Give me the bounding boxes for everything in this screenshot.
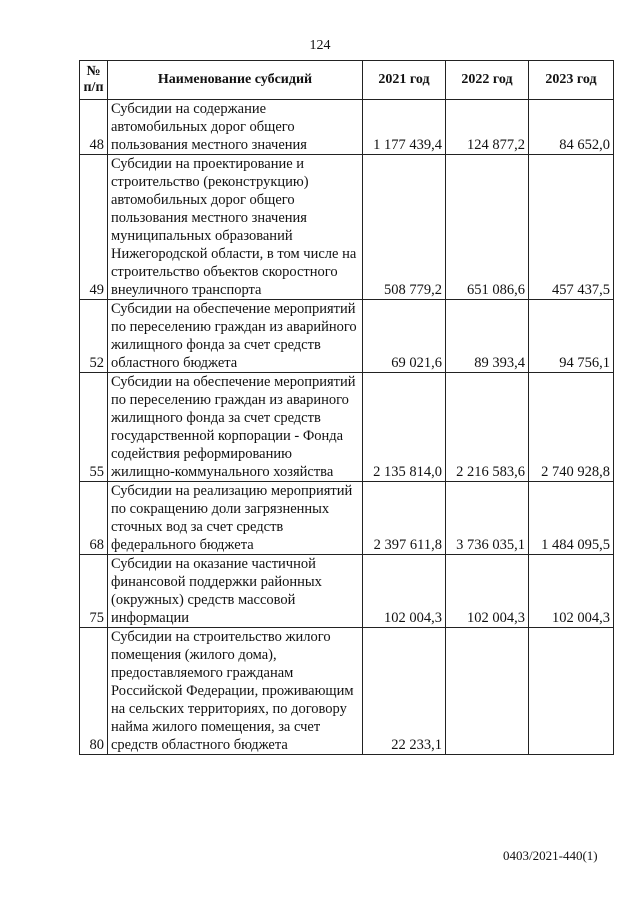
row-2021: 102 004,3 bbox=[363, 555, 446, 628]
header-name: Наименование субсидий bbox=[108, 61, 363, 100]
row-2022: 2 216 583,6 bbox=[446, 373, 529, 482]
table-row bbox=[80, 628, 614, 755]
row-name: Субсидии на оказание частичной финансовой поддержки районных (окружных) средств массовой информации bbox=[108, 555, 363, 628]
row-2021: 22 233,1 bbox=[363, 628, 446, 755]
row-name: Субсидии на обеспечение мероприятий по переселению граждан из аварийного жилищного фонда за счет средств областного бюджета bbox=[108, 300, 363, 373]
row-2023: 457 437,5 bbox=[529, 155, 614, 300]
row-2022: 651 086,6 bbox=[446, 155, 529, 300]
row-num: 80 bbox=[80, 628, 108, 755]
row-2021: 2 397 611,8 bbox=[363, 482, 446, 555]
header-2023: 2023 год bbox=[529, 61, 614, 100]
subsidies-table bbox=[79, 60, 614, 755]
row-2023: 1 484 095,5 bbox=[529, 482, 614, 555]
row-2023 bbox=[529, 628, 614, 755]
row-2023: 102 004,3 bbox=[529, 555, 614, 628]
row-2023: 84 652,0 bbox=[529, 100, 614, 155]
row-2023: 2 740 928,8 bbox=[529, 373, 614, 482]
table-row bbox=[80, 300, 614, 373]
table-row bbox=[80, 155, 614, 300]
page-number: 124 bbox=[309, 38, 331, 53]
table-row bbox=[80, 373, 614, 482]
row-num: 55 bbox=[80, 373, 108, 482]
row-2021: 69 021,6 bbox=[363, 300, 446, 373]
row-2021: 2 135 814,0 bbox=[363, 373, 446, 482]
table-header-row bbox=[80, 61, 614, 100]
document-code: 0403/2021-440(1) bbox=[503, 848, 598, 863]
row-2022 bbox=[446, 628, 529, 755]
row-name: Субсидии на проектирование и строительство (реконструкцию) автомобильных дорог общего пользования местного значения муниципальных образований Нижегородской области, в том числе на строительство объектов скоростного внеуличного транспорта bbox=[108, 155, 363, 300]
row-num: 75 bbox=[80, 555, 108, 628]
row-2023: 94 756,1 bbox=[529, 300, 614, 373]
row-2022: 89 393,4 bbox=[446, 300, 529, 373]
row-name: Субсидии на реализацию мероприятий по сокращению доли загрязненных сточных вод за счет средств федерального бюджета bbox=[108, 482, 363, 555]
row-name: Субсидии на обеспечение мероприятий по переселению граждан из авариного жилищного фонда за счет средств государственной корпорации - Фонда содействия реформированию жилищно-коммунального хозяйства bbox=[108, 373, 363, 482]
row-name: Субсидии на содержание автомобильных дорог общего пользования местного значения bbox=[108, 100, 363, 155]
header-2022: 2022 год bbox=[446, 61, 529, 100]
row-2022: 102 004,3 bbox=[446, 555, 529, 628]
row-2022: 124 877,2 bbox=[446, 100, 529, 155]
header-num: № п/п bbox=[80, 61, 108, 100]
row-2021: 1 177 439,4 bbox=[363, 100, 446, 155]
table-row bbox=[80, 100, 614, 155]
row-num: 52 bbox=[80, 300, 108, 373]
table-row bbox=[80, 482, 614, 555]
row-2022: 3 736 035,1 bbox=[446, 482, 529, 555]
row-num: 49 bbox=[80, 155, 108, 300]
row-num: 68 bbox=[80, 482, 108, 555]
row-name: Субсидии на строительство жилого помещения (жилого дома), предоставляемого гражданам Российской Федерации, проживающим на сельских территориях, по договору найма жилого помещения, за счет средств областного бюджета bbox=[108, 628, 363, 755]
table-row bbox=[80, 555, 614, 628]
row-num: 48 bbox=[80, 100, 108, 155]
header-2021: 2021 год bbox=[363, 61, 446, 100]
row-2021: 508 779,2 bbox=[363, 155, 446, 300]
